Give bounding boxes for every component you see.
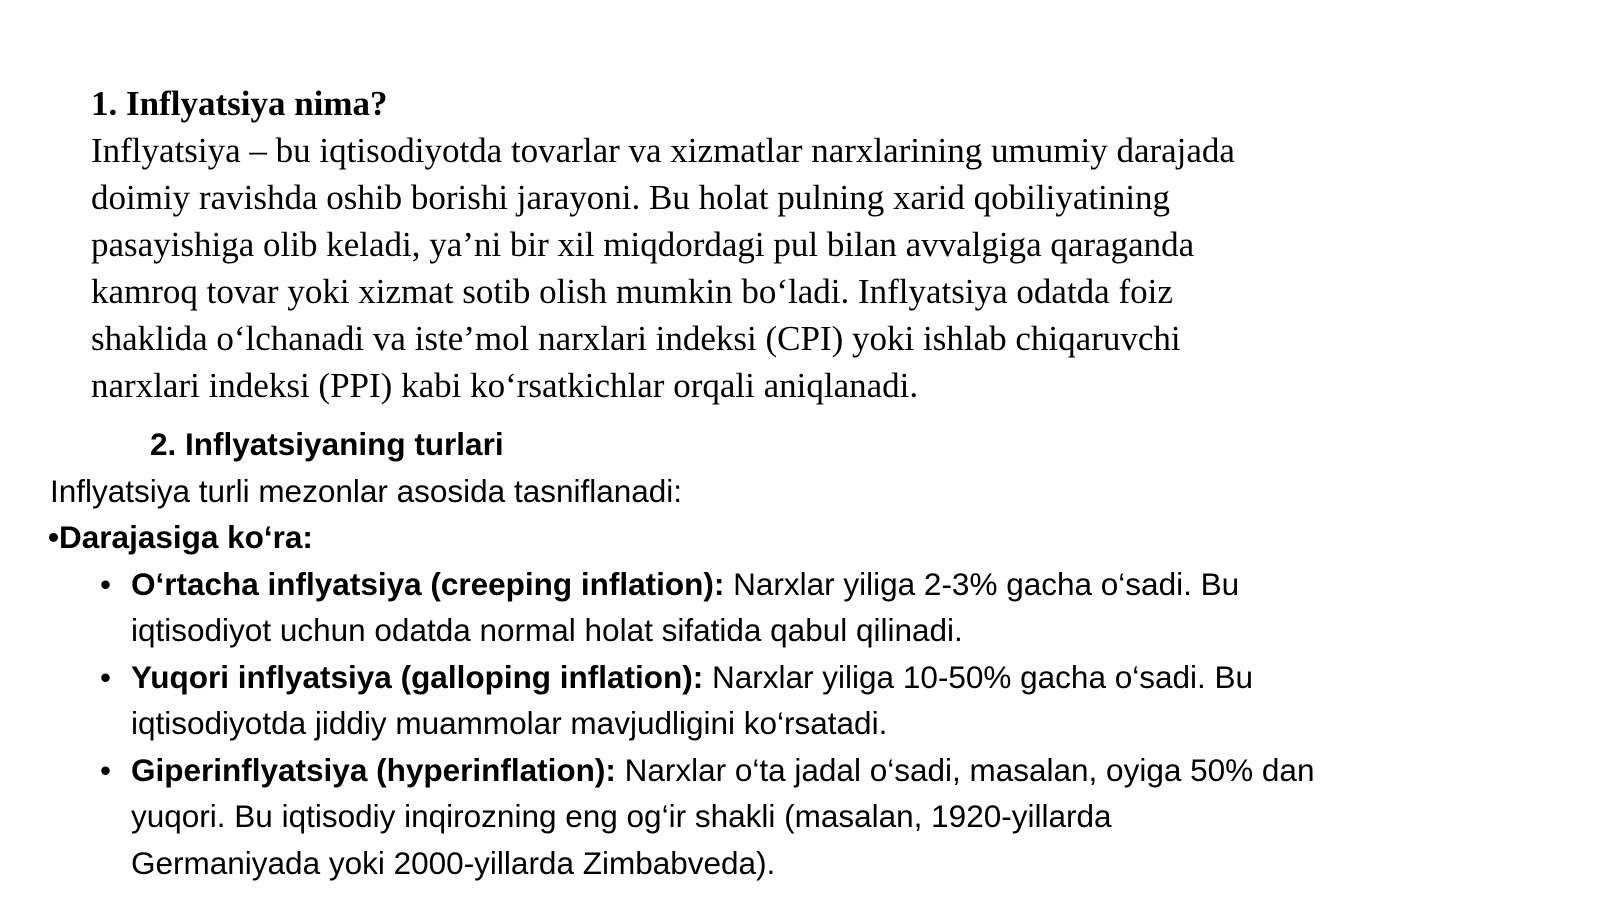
list-item: [0, 747, 1600, 887]
paragraph-line: doimiy ravishda oshib borishi jarayoni. Bu holat pulning xarid qobiliyatining: [91, 178, 1171, 217]
section2-intro: Inflyatsiya turli mezonlar asosida tasniflanadi:: [50, 472, 683, 509]
list-item-line: yuqori. Bu iqtisodiy inqirozning eng og‘ir shakli (masalan, 1920-yillarda: [131, 798, 1112, 834]
paragraph-line: Inflyatsiya – bu iqtisodiyotda tovarlar va xizmatlar narxlarining umumiy darajada: [91, 131, 1235, 170]
paragraph-line: shaklida o‘lchanadi va iste’mol narxlari indeksi (CPI) yoki ishlab chiqaruvchi: [91, 319, 1181, 358]
category-by-degree: •Darajasiga ko‘ra:: [48, 519, 313, 555]
list-item-line: [131, 561, 1600, 608]
section-inflation-types: [0, 421, 1600, 886]
inflation-types-list: [0, 561, 1600, 887]
list-item-line: [131, 654, 1600, 701]
list-item-term: O‘rtacha inflyatsiya (creeping inflation):: [131, 565, 725, 602]
list-item-term: Giperinflyatsiya (hyperinflation):: [131, 751, 616, 788]
list-item-line: Germaniyada yoki 2000-yillarda Zimbabveda).: [131, 844, 776, 881]
list-item-term: Yuqori inflyatsiya (galloping inflation):: [131, 658, 704, 695]
section1-heading: 1. Inflyatsiya nima?: [91, 84, 388, 123]
list-item-line: [131, 747, 1600, 794]
list-item: [0, 561, 1600, 654]
list-item-text: Narxlar yiliga 10-50% gacha o‘sadi. Bu: [703, 658, 1254, 695]
list-item-text: Narxlar yiliga 2-3% gacha o‘sadi. Bu: [724, 565, 1240, 602]
list-item-text: Narxlar o‘ta jadal o‘sadi, masalan, oyiga 50% dan: [615, 751, 1315, 788]
section-what-is-inflation: [91, 80, 1491, 409]
bullet-icon: •: [100, 565, 112, 602]
list-item-line: iqtisodiyot uchun odatda normal holat sifatida qabul qilinadi.: [131, 612, 963, 648]
paragraph-line: narxlari indeksi (PPI) kabi ko‘rsatkichlar orqali aniqlanadi.: [91, 366, 919, 405]
list-item-line: iqtisodiyotda jiddiy muammolar mavjudligini ko‘rsatadi.: [131, 705, 888, 741]
paragraph-line: pasayishiga olib keladi, ya’ni bir xil miqdordagi pul bilan avvalgiga qaraganda: [91, 225, 1195, 264]
paragraph-line: kamroq tovar yoki xizmat sotib olish mumkin bo‘ladi. Inflyatsiya odatda foiz: [91, 272, 1173, 311]
bullet-icon: •: [100, 658, 112, 695]
bullet-icon: •: [100, 751, 112, 788]
section2-heading: 2. Inflyatsiyaning turlari: [150, 426, 504, 462]
list-item: [0, 654, 1600, 747]
